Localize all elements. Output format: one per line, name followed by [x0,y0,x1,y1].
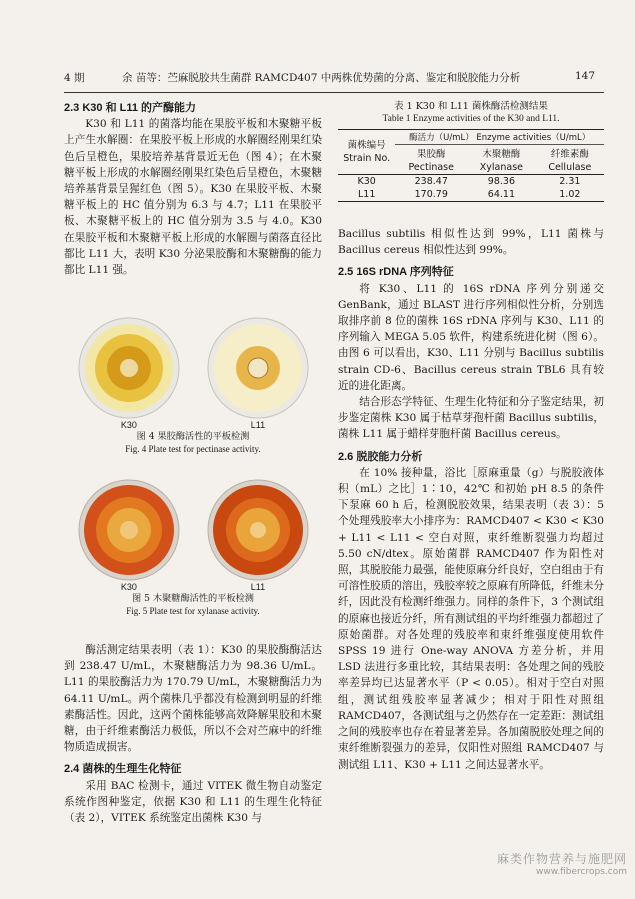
running-header [64,70,595,90]
col-header-pectinase-cn: 果胶酶 [417,149,446,160]
col-header-xylanase-en: Xylanase [479,162,524,173]
section-2-6-title: 2.6 脱胶能力分析 [338,450,423,463]
site-watermark [497,850,627,877]
figure-4-caption-cn: 图 4 果胶酶活性的平板检测 [136,431,250,442]
section-2-3-paragraph-1: K30 和 L11 的菌落均能在果胶平板和木聚糖平板上产生水解圈：在果胶平板上形成的水解圈经刚果红染色后呈橙色，果胶培养基背景近无色（图 4）；在木聚糖平板上形成的水解圈经刚果红染色后呈橙色，木聚糖培养基背景呈猩红色（图 5）。K30 在果胶平板、木聚糖平板上的 HC 值分别为 6.3 与 4.7；L11 在果胶平板、木聚糖平板上的 HC 值分别为 3.5 与 4.0。K30 在果胶平板和木聚糖平板上形成的水解圈与菌落直径比都比 L11 大，表明 K30 分泌果胶酶和木聚糖酶的能力都比 L11 强。 [64,118,322,277]
col-header-pectinase-en: Pectinase [408,162,454,173]
page-number: 147 [574,70,595,82]
section-2-5-paragraph-1: 将 K30、L11 的 16S rDNA 序列分别递交 GenBank，通过 BLAST 进行序列相似性分析，分别选取排序前 8 位的菌株 16S rDNA 序列与 K30、L11 的序列输入 MEGA 5.05 软件，构建系统进化树（图 6）。由图 6 可以看出，K30、L11 分别与 Bacillus subtilis strain CD-6、Bacillus cereus strain TBL6 具有较近的进化距离。 [338,282,604,392]
figure-4-caption-en: Fig. 4 Plate test for pectinase activity. [125,444,261,454]
section-2-3-paragraph-2: 酶活测定结果表明（表 1）：K30 的果胶酶酶活达到 238.47 U/mL，木聚糖酶活力为 98.36 U/mL。L11 的果胶酶活力为 170.79 U/mL，木聚糖酶活力为 64.11 U/mL。两个菌株几乎都没有检测到明显的纤维素酶活性。因此，这两个菌株能够高效降解果胶和木聚糖，由于纤维素酶活力极低，所以不会对苎麻中的纤维物质造成损害。 [64,644,322,754]
table-1-caption-en: Table 1 Enzyme activities of the K30 and L11. [382,114,560,124]
strain-header-cn: 菌株编号 [347,140,386,151]
figure-5-caption-en: Fig. 5 Plate test for xylanase activity. [126,606,260,616]
watermark-line-1: 麻类作物营养与施肥网 [496,852,627,866]
col-header-xylanase-cn: 木聚糖酶 [482,149,521,160]
fig4-label-k30: K30 [120,420,137,430]
strain-header [338,130,395,175]
fig5-label-l11: L11 [250,582,266,592]
right-column [338,226,604,773]
table-row [338,175,604,189]
row-l11-pectinase: 170.79 [414,189,448,200]
row-l11-xylanase: 64.11 [487,189,515,200]
section-2-3-title: 2.3 K30 和 L11 的产酶能力 [64,102,197,114]
figure-5-plates [64,478,322,582]
table-1-caption-cn: 表 1 K30 和 L11 菌株酶活检测结果 [394,101,548,112]
section-2-5-title: 2.5 16S rDNA 序列特征 [338,266,454,279]
left-column-bottom [64,642,322,826]
col-header-cellulase-cn: 纤维素酶 [550,149,589,160]
figure-5-labels [64,582,322,592]
l11-xylanase-plate [206,478,310,582]
col-header-cellulase-en: Cellulase [548,162,592,173]
row-k30-pectinase: 238.47 [414,176,448,187]
header-rule [64,92,604,93]
section-2-6-paragraph-1: 在 10% 接种量，浴比［原麻重量（g）与脱胶液体积（mL）之比］1∶10，42℃ 和初始 pH 8.5 的条件下泵麻 60 h 后，检测脱胶效果，结果表明（表 3）：5 个处理残胶率大小排序为：RAMCD407 < K30 < K30 + L11 < L11 < 空白对照，束纤维断裂强力均超过 5.50 cN/dtex。原始菌群 RAMCD407 作为阳性对照，其脱胶能力最强，能使原麻分纤良好，空白组由于有可溶性胶质的溶出，残胶率较之原麻有所降低，纤维未分纤，因此没有检测纤维强力。同样的条件下，3 个测试组的原麻也接近分纤，所有测试组的平均纤维强力都超过了原始菌群。对各处理的残胶率和束纤维强度使用软件 SPSS 19 进行 One-way ANOVA 方差分析，并用 LSD 法进行多重比较，其结果表明：各处理之间的残胶率差异均已达显著水平（P < 0.05）。相对于空白对照组，测试组残胶率显著减少；相对于阳性对照组 RAMCD407，各测试组与之仍然存在一定差距：测试组之间的残胶率也存在着显著差异。各加菌脱胶处理之间的束纤维断裂强力的差异，仅阳性对照组 RAMCD407 与测试组 L11、K30 + L11 之间达显著水平。 [338,466,604,771]
figure-4 [64,316,322,455]
k30-xylanase-plate [77,478,181,582]
l11-pectinase-plate [206,316,310,420]
continued-paragraph: Bacillus subtilis 相似性达到 99%，L11 菌株与 Bacillus cereus 相似性达到 99%。 [338,228,604,257]
section-2-4-paragraph-1: 采用 BAC 检测卡，通过 VITEK 微生物自动鉴定系统作图种鉴定，依据 K30 和 L11 的生理生化特征（表 2），VITEK 系统鉴定出菌株 K30 与 [64,779,322,825]
row-k30-xylanase: 98.36 [487,176,515,187]
fig4-label-l11: L11 [250,420,266,430]
figure-4-plates [64,316,322,420]
section-2-4-title: 2.4 菌株的生理生化特征 [64,763,182,776]
table-1 [338,100,604,202]
section-2-5-paragraph-2: 结合形态学特征、生理生化特征和分子鉴定结果，初步鉴定菌株 K30 属于枯草芽孢杆菌 Bacillus subtilis，菌株 L11 属于蜡样芽胞杆菌 Bacillus cereus。 [338,396,604,441]
strain-header-en: Strain No. [343,153,391,164]
enzyme-activity-table [338,129,604,202]
running-title: 余 苗等：苎麻脱胶共生菌群 RAMCD407 中两株优势菌的分离、鉴定和脱胶能力分析 [122,72,521,84]
figure-4-labels [64,420,322,430]
left-column-top [64,100,322,278]
row-l11-cellulase: 1.02 [559,189,581,200]
watermark-line-2: www.fibercrops.com [536,867,627,877]
fig5-label-k30: K30 [120,582,137,592]
row-l11-name: L11 [357,189,376,200]
figure-5-caption-cn: 图 5 木聚糖酶活性的平板检测 [132,593,254,604]
row-k30-name: K30 [357,176,376,187]
figure-5 [64,478,322,617]
issue-number: 4 期 [64,72,85,84]
table-row [338,188,604,202]
k30-pectinase-plate [77,316,181,420]
enzyme-group-header: 酶活力（U/mL） Enzyme activities（U/mL） [395,130,604,145]
row-k30-cellulase: 2.31 [559,176,581,187]
